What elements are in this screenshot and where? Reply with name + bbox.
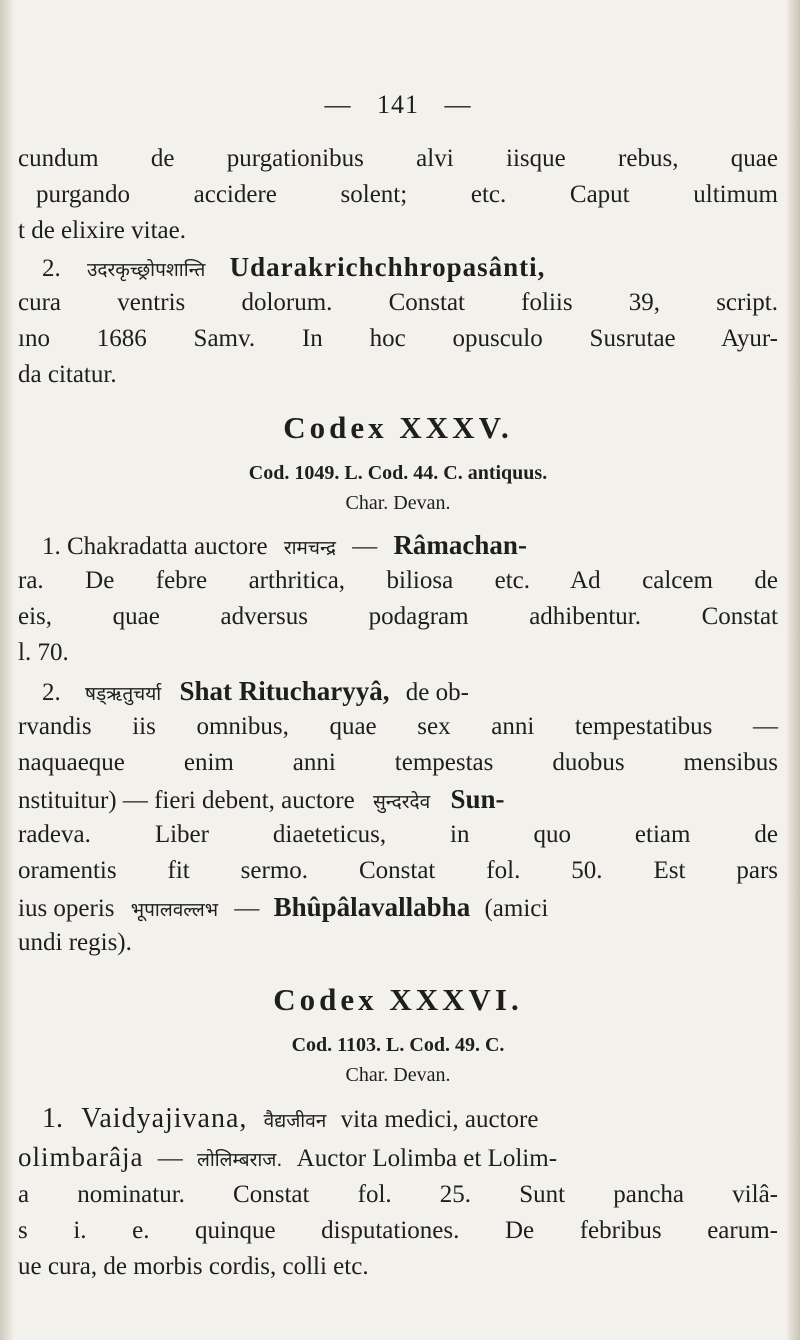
text-line: s i. e. quinque disputationes. De febribus earum- <box>18 1217 778 1244</box>
text-line: a nominatur. Constat fol. 25. Sunt pancha vilâ- <box>18 1181 778 1208</box>
codex-reference: Cod. 1103. L. Cod. 49. C. <box>291 1034 505 1056</box>
codex-script: Char. Devan. <box>345 1064 451 1086</box>
entry-title-line: 2. षड्ऋतुचर्या Shat Ritucharyyâ, de ob- <box>42 676 469 706</box>
text-line: olimbarâja — लोलिम्बराज. Auctor Lolimba et Lolim- <box>18 1142 558 1172</box>
text-line: purgando accidere solent; etc. Caput ultimum <box>36 181 778 208</box>
text-line: cundum de purgationibus alvi iisque rebus, quae <box>18 145 778 172</box>
text-line: ius operis भूपालवल्लभ — Bhûpâlavallabha (amici <box>18 892 549 922</box>
text-line: radeva. Liber diaeteticus, in quo etiam de <box>18 821 778 848</box>
devanagari-author: लोलिम्बराज. <box>196 1149 283 1171</box>
codex-script: Char. Devan. <box>345 492 451 514</box>
author-name: Râmachan- <box>393 530 527 560</box>
text-line: ıno 1686 Samv. In hoc opusculo Susrutae Ayur- <box>18 325 778 352</box>
devanagari-title: षड्ऋतुचर्या <box>85 683 162 705</box>
entry-title: Shat Ritucharyyâ, <box>179 676 390 706</box>
text-line: naquaeque enim anni tempestas duobus mensibus <box>18 749 778 776</box>
text-line: da citatur. <box>18 361 117 388</box>
header-dash-right: — <box>444 90 472 119</box>
entry-title-line: 2. उदरकृच्छ्रोपशान्ति Udarakrichchhropasânti, <box>42 252 546 282</box>
text-line: rvandis iis omnibus, quae sex anni tempestatibus — <box>18 713 778 740</box>
page-right-edge <box>786 0 800 1340</box>
entry-title-line: 1. Chakradatta auctore रामचन्द्र — Râmachan- <box>42 530 527 560</box>
devanagari-title: उदरकृच्छ्रोपशान्ति <box>87 259 206 281</box>
page-number: 141 <box>377 90 419 119</box>
text-line: ra. De febre arthritica, biliosa etc. Ad calcem de <box>18 567 778 594</box>
codex-heading: Codex XXXVI. <box>273 982 523 1017</box>
document-page <box>18 0 778 1340</box>
page-left-edge <box>0 0 14 1340</box>
devanagari-author: सुन्दरदेव <box>372 791 431 813</box>
text-line: ue cura, de morbis cordis, colli etc. <box>18 1253 369 1280</box>
entry-title-line: 1. Vaidyajivana, वैद्यजीवन vita medici, auctore <box>42 1103 539 1134</box>
text-line: oramentis fit sermo. Constat fol. 50. Est pars <box>18 857 778 884</box>
codex-heading: Codex XXXV. <box>283 410 513 445</box>
text-line: l. 70. <box>18 639 69 666</box>
devanagari-title: भूपालवल्लभ <box>130 899 219 921</box>
text-line: t de elixire vitae. <box>18 217 186 244</box>
devanagari-author: रामचन्द्र <box>283 537 336 559</box>
author-name: olimbarâja <box>18 1142 144 1172</box>
text-line: nstituitur) — fieri debent, auctore सुन्दरदेव Sun- <box>18 784 505 814</box>
header-dash-left: — <box>324 90 352 119</box>
text-line: cura ventris dolorum. Constat foliis 39, script. <box>18 289 778 316</box>
text-line: undi regis). <box>18 929 132 956</box>
entry-title: Vaidyajivana, <box>81 1103 248 1134</box>
text-line: eis, quae adversus podagram adhibentur. Constat <box>18 603 778 630</box>
entry-title: Bhûpâlavallabha <box>273 892 471 922</box>
codex-reference: Cod. 1049. L. Cod. 44. C. antiquus. <box>248 462 548 484</box>
author-name: Sun- <box>450 784 505 814</box>
page-header <box>18 90 778 120</box>
devanagari-title: वैद्यजीवन <box>263 1110 327 1132</box>
entry-title: Udarakrichchhropasânti, <box>229 252 546 282</box>
